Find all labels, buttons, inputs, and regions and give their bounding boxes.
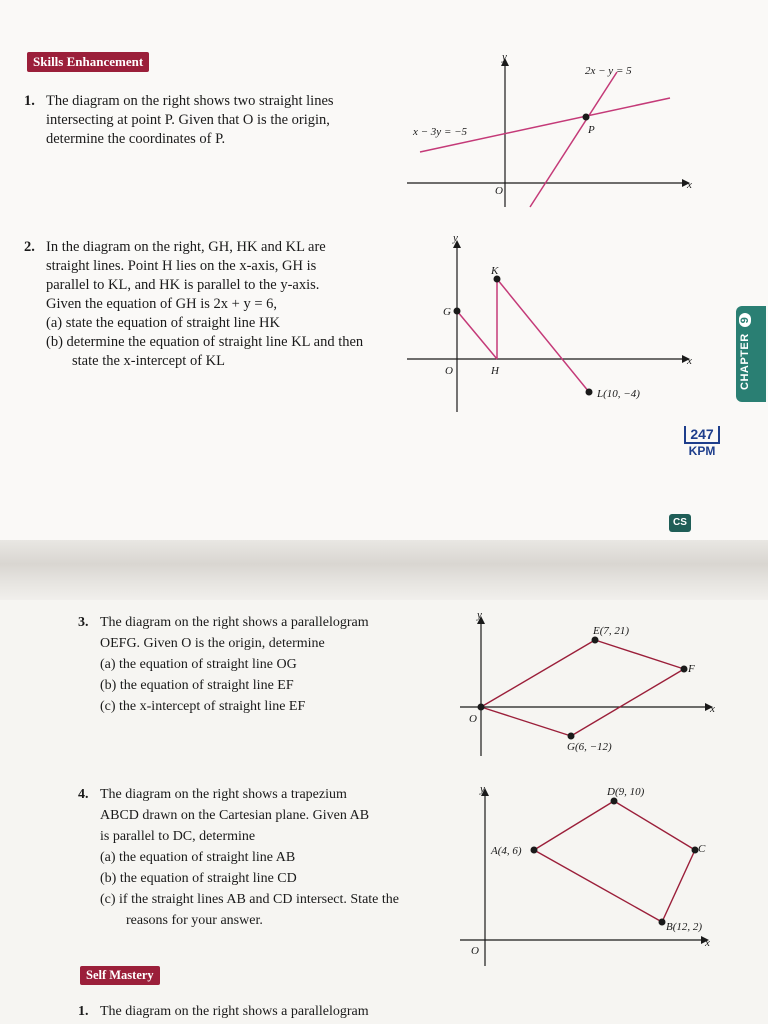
question-part: (b) the equation of straight line EF	[100, 678, 294, 693]
question-number: 1.	[78, 1004, 89, 1019]
diagram-1	[405, 52, 695, 212]
k-label: K	[491, 265, 499, 277]
d-label: D(9, 10)	[607, 786, 645, 798]
publisher-label: KPM	[688, 444, 716, 458]
line-kl	[497, 279, 589, 392]
line-x-3y	[420, 98, 670, 152]
line-1-label: 2x − y = 5	[585, 65, 632, 77]
y-label: y	[480, 783, 485, 795]
question-line: determine the coordinates of P.	[46, 131, 226, 147]
b-label: B(12, 2)	[666, 921, 703, 933]
chapter-label: CHAPTER	[739, 333, 751, 390]
question-line: The diagram on the right shows a parallelogram	[100, 615, 369, 630]
origin-label: O	[445, 365, 453, 377]
l-label: L(10, −4)	[597, 388, 640, 400]
y-label: y	[477, 610, 482, 621]
h-label: H	[491, 365, 499, 377]
y-label: y	[453, 232, 458, 244]
point-o	[478, 704, 485, 711]
line-2-label: x − 3y = −5	[413, 126, 468, 138]
diagram-3	[455, 610, 725, 760]
question-number: 3.	[78, 615, 89, 630]
line-2x-y	[530, 72, 617, 207]
question-number: 4.	[78, 787, 89, 802]
a-label: A(4, 6)	[491, 845, 522, 857]
g-label: G(6, −12)	[567, 741, 612, 753]
diagram-4	[455, 780, 725, 970]
origin-label: O	[471, 945, 479, 957]
question-line: parallel to KL, and HK is parallel to the y-axis.	[46, 277, 320, 293]
question-part: (a) state the equation of straight line HK	[46, 315, 280, 331]
c-label: C	[698, 843, 706, 855]
question-line: The diagram on the right shows a trapezium	[100, 787, 347, 802]
self-mastery-badge: Self Mastery	[80, 966, 160, 985]
x-label: x	[710, 703, 715, 715]
y-label: y	[502, 52, 507, 63]
side-dc	[614, 801, 695, 850]
diagram-2	[405, 232, 700, 417]
point-f	[681, 666, 688, 673]
point-b	[659, 919, 666, 926]
point-d	[611, 798, 618, 805]
chapter-tab	[736, 306, 766, 402]
skills-enhancement-badge: Skills Enhancement	[27, 52, 149, 72]
question-line: straight lines. Point H lies on the x-axis, GH is	[46, 258, 317, 274]
question-line: Given the equation of GH is 2x + y = 6,	[46, 296, 278, 312]
side-ad	[534, 801, 614, 850]
page-number: 247	[684, 426, 719, 444]
x-label: x	[687, 179, 692, 191]
point-l	[586, 389, 593, 396]
point-g	[454, 308, 461, 315]
question-number: 2.	[24, 239, 35, 255]
side-fg	[571, 669, 684, 736]
x-label: x	[705, 937, 710, 949]
side-cb	[662, 850, 695, 922]
cs-logo: CS	[669, 514, 691, 532]
side-oe	[481, 640, 595, 707]
p-label: P	[588, 124, 595, 136]
question-line: The diagram on the right shows two straight lines	[46, 93, 334, 109]
question-part: (b) the equation of straight line CD	[100, 871, 297, 886]
chapter-number: 9	[739, 313, 751, 328]
point-e	[592, 637, 599, 644]
page-gap-shadow	[0, 540, 768, 600]
question-part: (a) the equation of straight line AB	[100, 850, 296, 865]
question-part: (c) if the straight lines AB and CD intersect. State the reasons for your answer.	[100, 892, 399, 928]
point-p	[583, 114, 590, 121]
question-line: In the diagram on the right, GH, HK and KL are	[46, 239, 326, 255]
point-a	[531, 847, 538, 854]
f-label: F	[688, 663, 695, 675]
g-label: G	[443, 306, 451, 318]
side-go	[481, 707, 571, 736]
page-number-box	[676, 426, 728, 458]
x-label: x	[687, 355, 692, 367]
e-label: E(7, 21)	[593, 625, 630, 637]
side-ba	[534, 850, 662, 922]
question-line: is parallel to DC, determine	[100, 829, 256, 844]
point-g	[568, 733, 575, 740]
question-line: OEFG. Given O is the origin, determine	[100, 636, 325, 651]
line-gh	[457, 311, 497, 359]
side-ef	[595, 640, 684, 669]
question-part: (c) the x-intercept of straight line EF	[100, 699, 306, 714]
question-line: intersecting at point P. Given that O is the origin,	[46, 112, 330, 128]
question-line: ABCD drawn on the Cartesian plane. Given AB	[100, 808, 370, 823]
question-part: (b) determine the equation of straight line KL and then state the x-intercept of KL	[46, 334, 364, 369]
question-number: 1.	[24, 93, 35, 109]
origin-label: O	[495, 185, 503, 197]
origin-label: O	[469, 713, 477, 725]
question-line: The diagram on the right shows a parallelogram	[100, 1004, 369, 1019]
question-part: (a) the equation of straight line OG	[100, 657, 297, 672]
